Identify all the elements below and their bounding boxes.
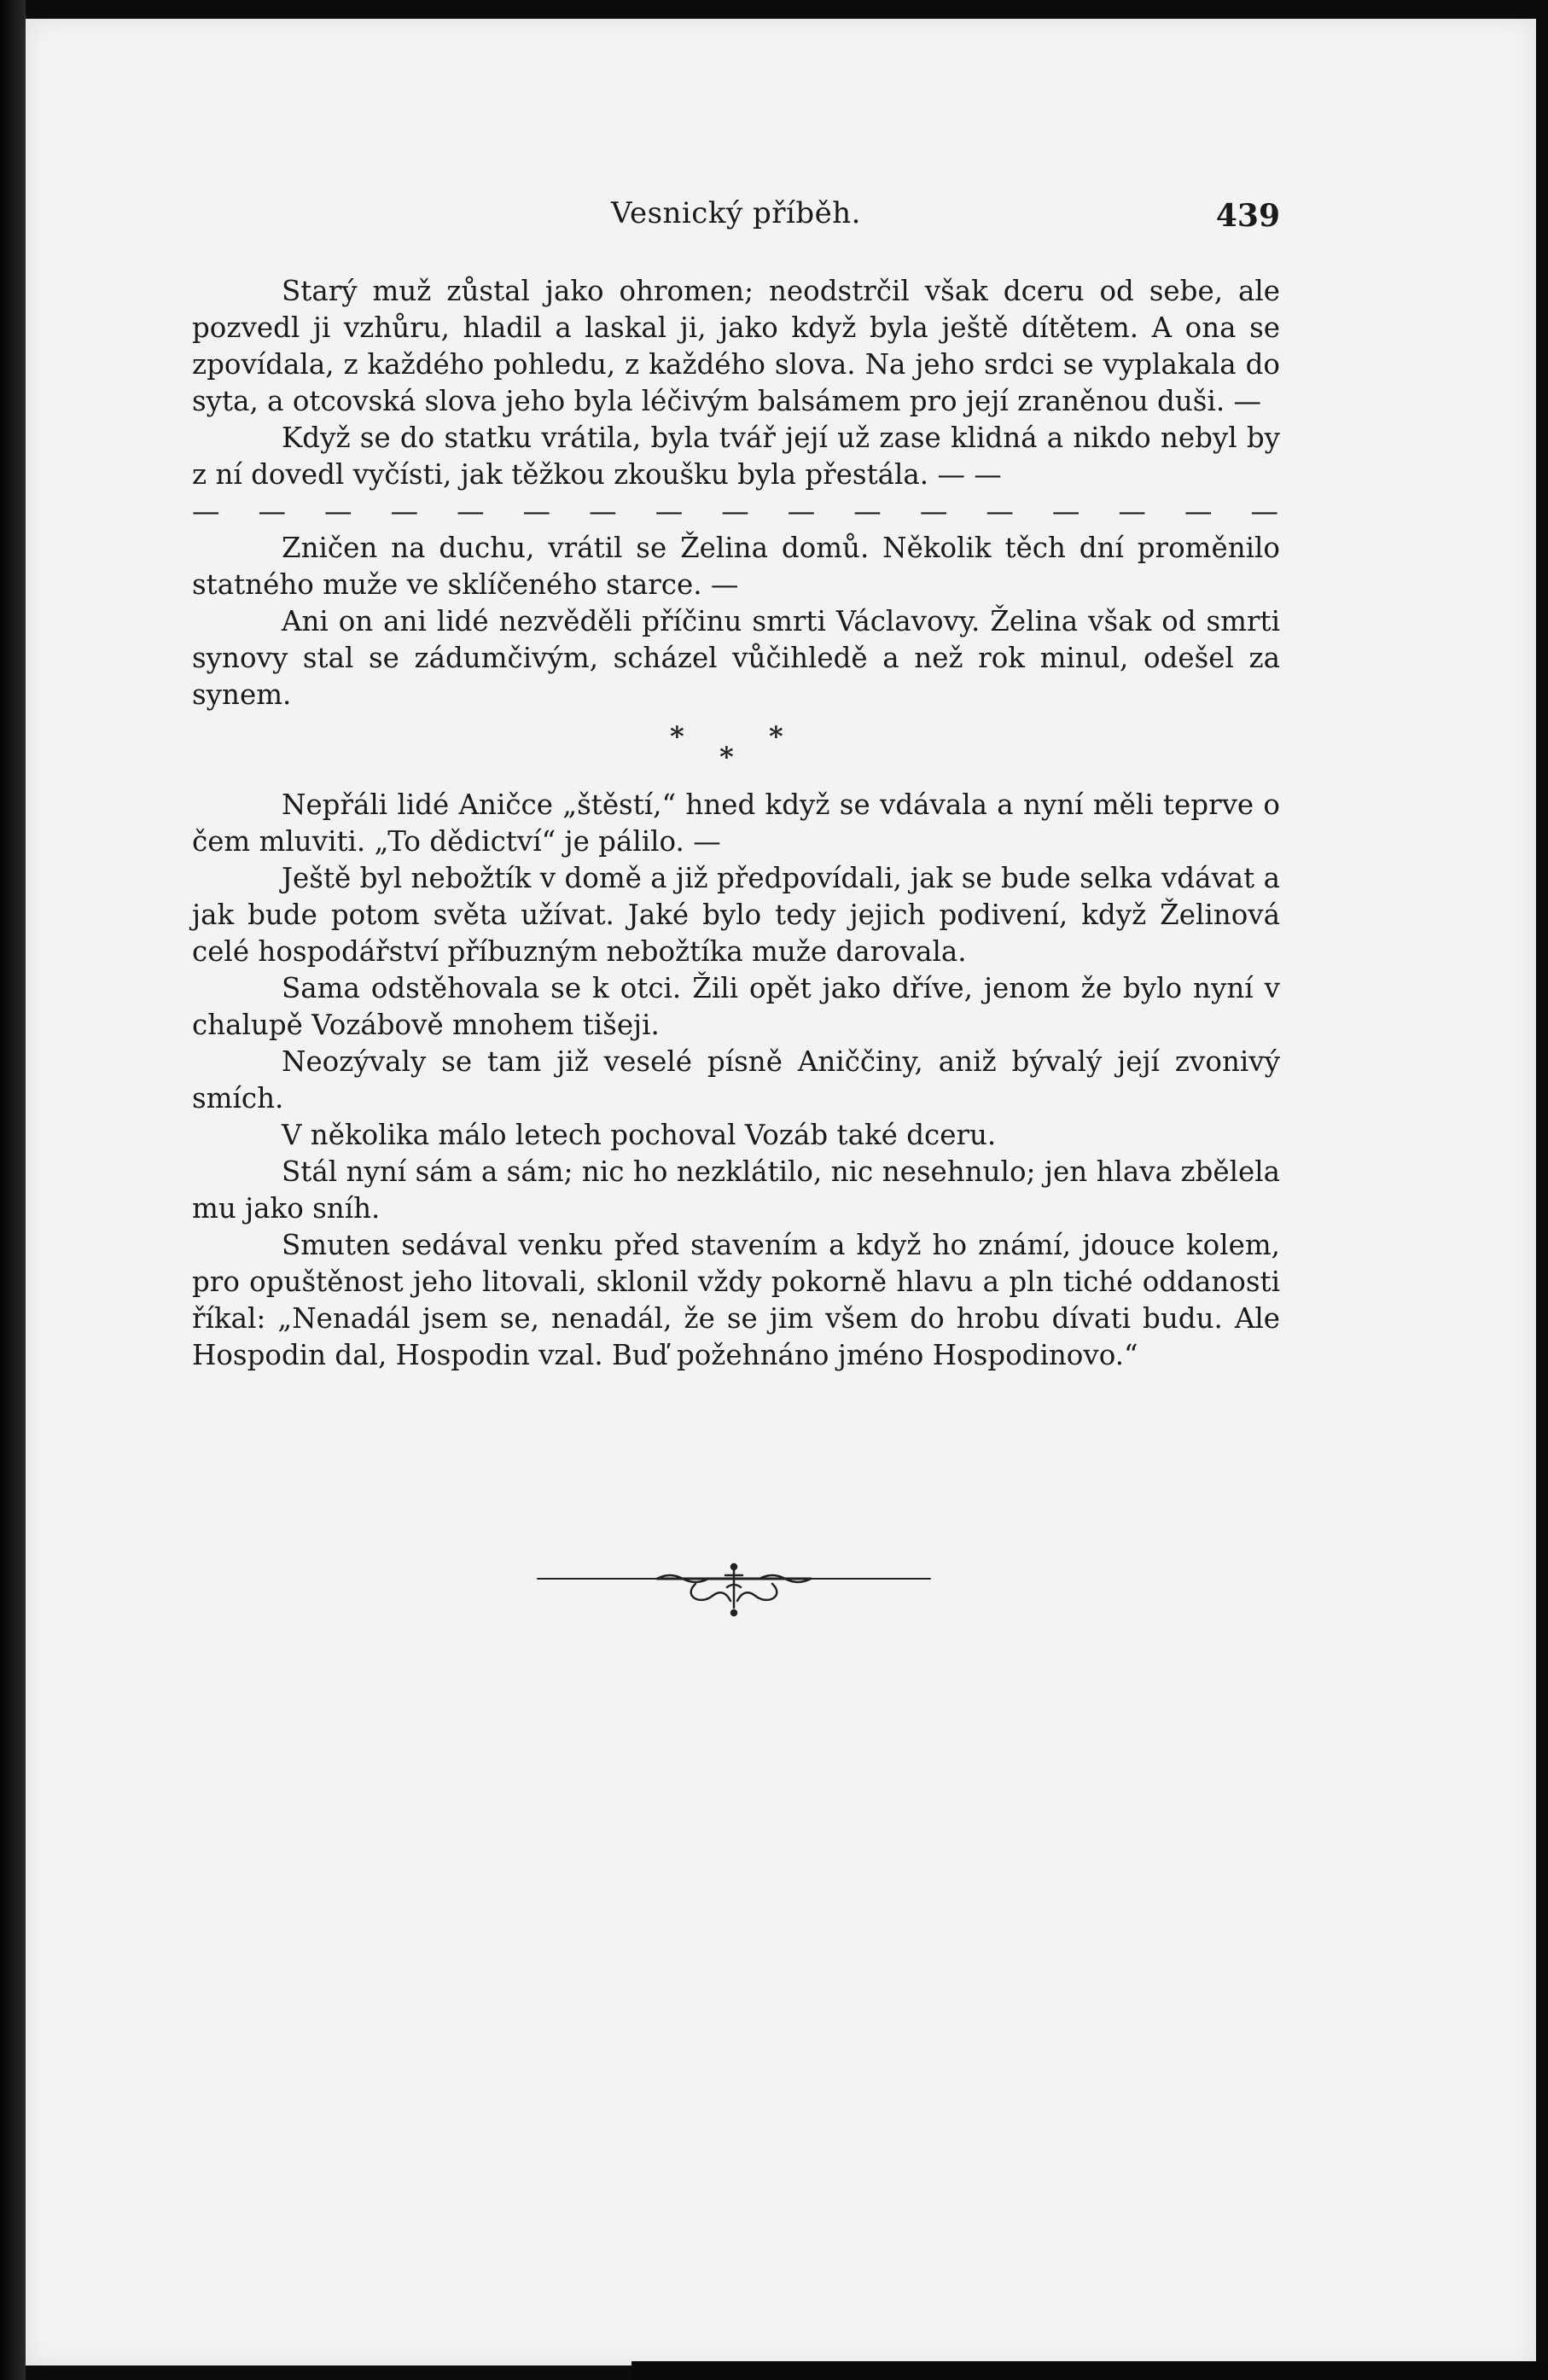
body-text (192, 273, 1280, 1374)
paragraph: Neozývaly se tam již veselé písně Aniččiny, aniž bývalý její zvonivý smích. (192, 1045, 1280, 1114)
paragraph: Starý muž zůstal jako ohromen; neodstrčil však dceru od sebe, ale pozvedl ji vzhůru, hladil a laskal ji, jako když byla ještě dítětem. A ona se zpovídala, z každého pohledu, z každého slova. Na jeho srdci se vyplakala do syta, a otcovská slova jeho byla léčivým balsámem pro její zraněnou duši. — (192, 275, 1280, 417)
paragraph: Smuten sedával venku před stavením a když ho známí, jdouce kolem, pro opuštěnost jeho litovali, sklonil vždy pokorně hlavu a pln tiché oddanosti říkal: „Nenadál jsem se, nenadál, že se jim všem do hrobu dívati budu. Ale Hospodin dal, Hospodin vzal. Buď požehnáno jméno Hospodinovo.“ (192, 1229, 1280, 1371)
scan-left-edge (0, 0, 26, 2380)
paragraph: Stál nyní sám a sám; nic ho nezklátilo, nic nesehnulo; jen hlava zbělela mu jako sníh. (192, 1155, 1280, 1225)
paragraph: Když se do statku vrátila, byla tvář její už zase klidná a nikdo nebyl by z ní dovedl vyčísti, jak těžkou zkoušku byla přestála. — — (192, 422, 1280, 491)
running-head (192, 196, 1280, 247)
dash-separator-line: — — — — — — — — — — — — — — — — — (192, 495, 1280, 527)
paragraph: Zničen na duchu, vrátil se Želina domů. Několik těch dní proměnilo statného muže ve sklíčeného starce. — (192, 532, 1280, 601)
asterism-star: * (719, 741, 734, 773)
page-number: 439 (1215, 198, 1280, 234)
asterism-section-break (192, 713, 1280, 787)
asterism-star: * (670, 720, 684, 753)
scan-bottom-edge (631, 2361, 1548, 2380)
asterism-star: * (769, 720, 783, 753)
paragraph: Nepřáli lidé Aničce „štěstí,“ hned když se vdávala a nyní měli teprve o čem mluviti. „To dědictví“ je pálilo. — (192, 788, 1280, 858)
paragraph: Ještě byl nebožtík v domě a již předpovídali, jak se bude selka vdávat a jak bude potom světa užívat. Jaké bylo tedy jejich podivení, když Želinová celé hospodářství příbuzným nebožtíka muže darovala. (192, 862, 1280, 968)
paragraph: Ani on ani lidé nezvěděli příčinu smrti Václavovy. Želina však od smrti synovy stal se zádumčivým, scházel vůčihledě a než rok minul, odešel za synem. (192, 605, 1280, 711)
tailpiece-ornament-icon (529, 1553, 939, 1621)
running-title: Vesnický příběh. (611, 196, 861, 230)
paragraph: Sama odstěhovala se k otci. Žili opět jako dříve, jenom že bylo nyní v chalupě Vozábově mnohem tišeji. (192, 972, 1280, 1041)
paragraph: V několika málo letech pochoval Vozáb také dceru. (282, 1119, 997, 1151)
